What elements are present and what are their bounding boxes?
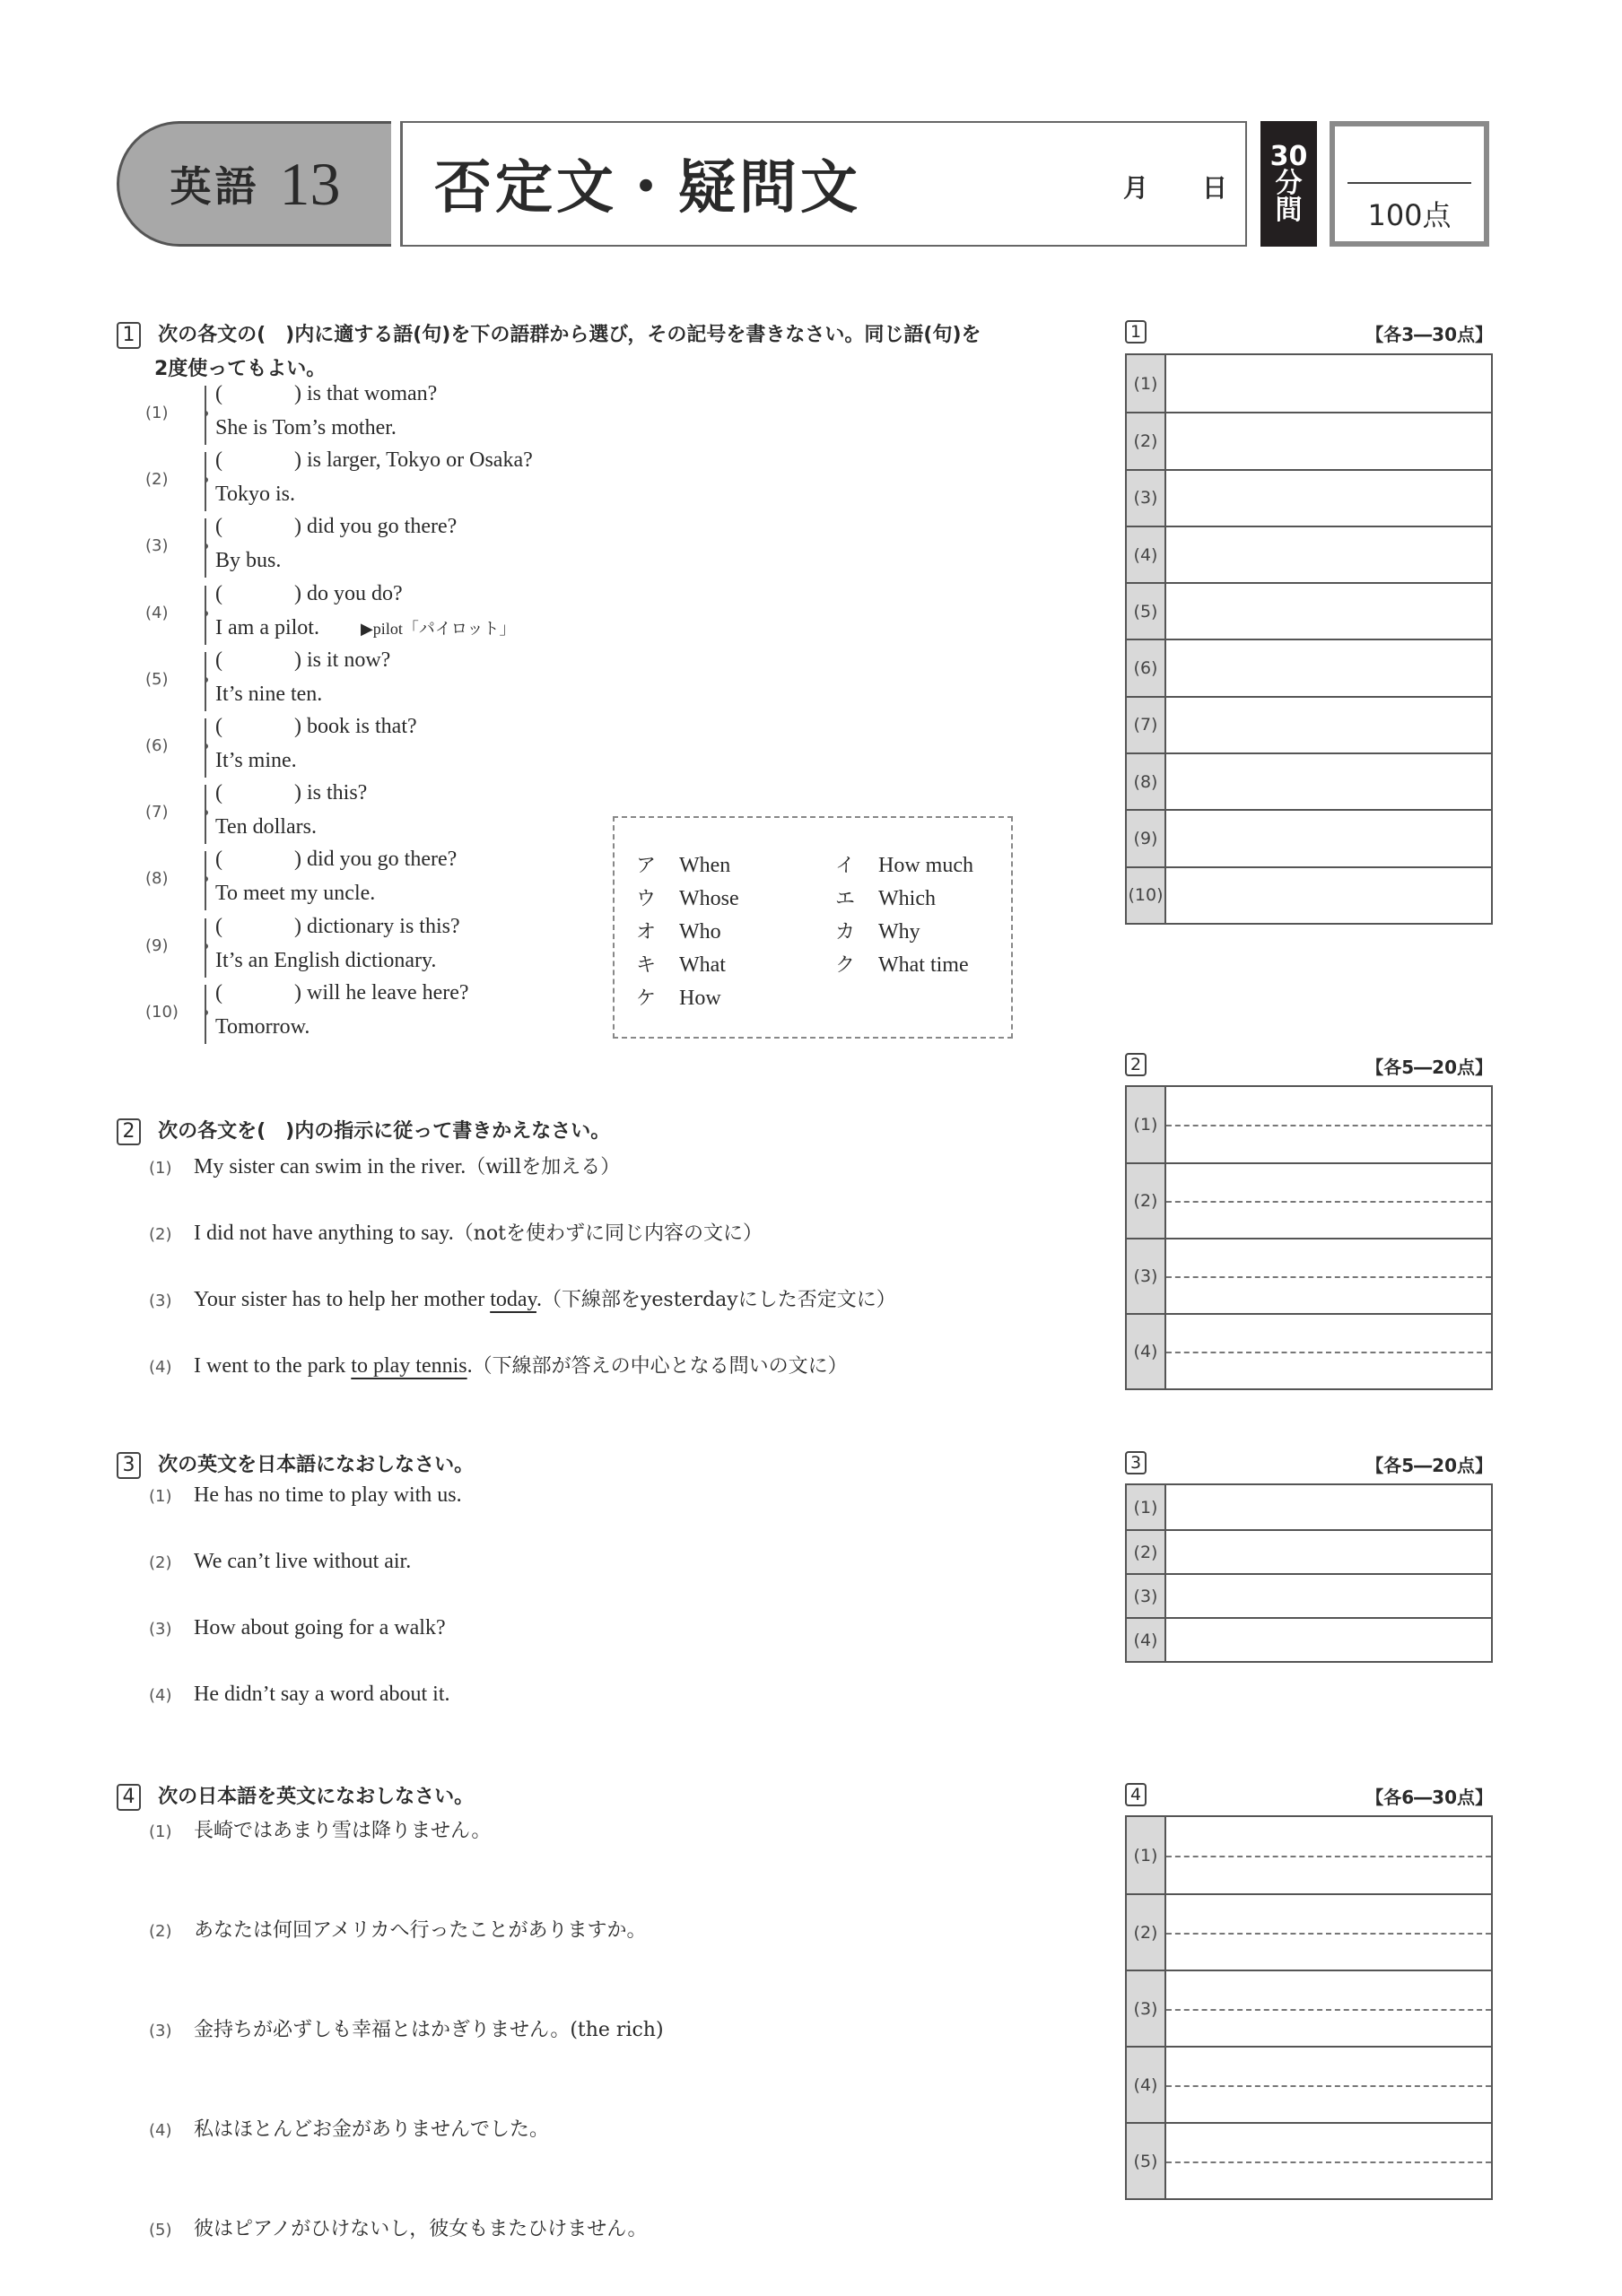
answer-row [1127, 1529, 1491, 1573]
subject-badge [117, 121, 391, 247]
answer-line [215, 949, 436, 973]
open-paren: ( [215, 715, 222, 738]
question-number: (7) [145, 803, 169, 822]
response-text: It’s mine. [215, 749, 297, 772]
question-line [215, 582, 403, 606]
question-number: (1) [149, 1487, 172, 1506]
answer-row [1127, 1087, 1491, 1162]
close-paren: ) [294, 382, 307, 405]
open-paren: ( [215, 781, 222, 805]
question-line [215, 981, 469, 1005]
choice-word: How much [878, 854, 973, 877]
question-text: My sister can swim in the river. [194, 1155, 467, 1178]
question-item [149, 1616, 446, 1640]
answer-row-label: (4) [1127, 1315, 1166, 1388]
time-limit-badge [1260, 121, 1317, 247]
answer-line [215, 616, 515, 640]
section4-instruction: 次の日本語を英文になおしなさい。 [158, 1786, 475, 1808]
question-item [149, 1683, 450, 1707]
answer-row-label: (2) [1127, 413, 1166, 468]
response-text: It’s an English dictionary. [215, 948, 437, 972]
answer-row-label: (3) [1127, 1239, 1166, 1313]
question-text: 私はほとんどお金がありませんでした。 [194, 2118, 550, 2141]
answer-sheet-header [1125, 1783, 1493, 1812]
answer-field[interactable] [1166, 584, 1491, 639]
section2-instruction: 次の各文を( )内の指示に従って書きかえなさい。 [158, 1120, 611, 1143]
answer-field[interactable] [1166, 355, 1491, 412]
close-paren: ) [294, 715, 307, 738]
answer-field[interactable] [1166, 698, 1491, 752]
answer-field[interactable] [1166, 1531, 1491, 1573]
brace-icon [205, 918, 214, 978]
question-text: 彼はピアノがひけないし，彼女もまたひけません。 [194, 2218, 648, 2240]
choice-key: ケ [636, 987, 657, 1010]
answer-section-number: 3 [1125, 1451, 1147, 1474]
question-number: (1) [149, 1159, 172, 1178]
choice-word: What time [878, 953, 969, 977]
answer-field[interactable] [1166, 1575, 1491, 1617]
time-limit-number: 30 [1269, 141, 1308, 172]
total-points: 100点 [1367, 198, 1452, 232]
answer-row [1127, 696, 1491, 752]
question-number: (2) [149, 1922, 172, 1941]
score-box[interactable] [1330, 121, 1489, 247]
question-item [149, 1815, 491, 1843]
answer-row [1127, 1485, 1491, 1529]
word-bank-item [636, 983, 721, 1011]
answer-section-number: 2 [1125, 1053, 1147, 1076]
answer-row-label: (7) [1127, 698, 1166, 752]
answer-row-label: (1) [1127, 355, 1166, 412]
question-text: did you go there? [307, 848, 458, 872]
month-label: 月 [1123, 173, 1149, 203]
question-text: is that woman? [307, 382, 438, 405]
answer-row-label: (2) [1127, 1895, 1166, 1970]
answer-row-label: (5) [1127, 2124, 1166, 2198]
question-item [135, 781, 601, 848]
question-line [215, 515, 457, 539]
answer-line [215, 815, 317, 839]
underlined-part: today [490, 1288, 536, 1311]
answer-line [215, 416, 397, 440]
response-text: Ten dollars. [215, 815, 317, 839]
answer-field[interactable] [1166, 1817, 1491, 1893]
answer-row [1127, 582, 1491, 639]
close-paren: ) [294, 848, 307, 872]
choice-word: What [679, 953, 726, 977]
answer-field[interactable] [1166, 527, 1491, 582]
answer-row [1127, 1573, 1491, 1617]
answer-row-label: (1) [1127, 1817, 1166, 1893]
question-text: is it now? [307, 648, 391, 672]
page-title: 否定文・疑問文 [434, 154, 861, 222]
choice-word: Whose [679, 887, 739, 910]
section2-heading [117, 1116, 610, 1145]
question-item [135, 715, 601, 781]
question-number: (6) [145, 736, 169, 755]
answer-line [215, 483, 295, 507]
answer-row-label: (10) [1127, 868, 1166, 923]
question-item [149, 1218, 763, 1246]
question-number: (3) [149, 1620, 172, 1639]
section2-number: 2 [117, 1118, 141, 1145]
question-text: did you go there? [307, 515, 458, 539]
brace-icon [205, 518, 214, 578]
question-text: He has no time to play with us. [194, 1483, 462, 1507]
question-text: I did not have anything to say. [194, 1222, 454, 1245]
choice-word: How [679, 987, 721, 1010]
answer-field[interactable] [1166, 1485, 1491, 1529]
answer-sheet-header [1125, 320, 1493, 349]
question-text: is this? [307, 781, 368, 805]
question-number: (3) [149, 1292, 172, 1310]
answer-sheet-header [1125, 1451, 1493, 1480]
section1-instruction: 次の各文の( )内に適する語(句)を下の語群から選び，その記号を書きなさい。同じ語(句)を [158, 324, 981, 346]
answer-table [1125, 1483, 1493, 1663]
close-paren: ) [294, 781, 307, 805]
instruction-hint: （下線部をyesterdayにした否定文に） [541, 1289, 896, 1311]
answer-field[interactable] [1166, 1087, 1491, 1162]
answer-sheet-header [1125, 1053, 1493, 1082]
question-item [149, 1351, 848, 1378]
brace-icon [205, 386, 214, 445]
instruction-hint: （willを加える） [466, 1156, 621, 1178]
answer-row-label: (3) [1127, 1971, 1166, 2046]
answer-row [1127, 2046, 1491, 2122]
word-bank-item [636, 883, 739, 911]
points-label: 【各6―30点】 [1365, 1787, 1493, 1808]
question-item [149, 1284, 896, 1312]
response-text: She is Tom’s mother. [215, 416, 397, 439]
underlined-part: to play tennis [351, 1354, 467, 1378]
answer-line [215, 749, 297, 773]
question-number: (1) [145, 404, 169, 422]
word-bank-item [636, 950, 726, 978]
answer-row [1127, 1817, 1491, 1893]
response-text: I am a pilot. [215, 615, 319, 639]
answer-row [1127, 1162, 1491, 1238]
choice-word: Which [878, 887, 936, 910]
question-number: (5) [145, 669, 169, 689]
answer-section-number: 4 [1125, 1783, 1147, 1806]
answer-row [1127, 1893, 1491, 1970]
question-number: (3) [145, 536, 169, 556]
section3-heading [117, 1449, 474, 1479]
choice-word: When [679, 854, 731, 877]
answer-row-label: (6) [1127, 640, 1166, 695]
question-text-end: . [467, 1354, 473, 1378]
answer-line [215, 882, 375, 906]
answer-field[interactable] [1166, 1315, 1491, 1388]
question-line [215, 715, 417, 739]
day-label: 日 [1202, 173, 1228, 203]
answer-row [1127, 809, 1491, 865]
brace-icon [205, 718, 214, 778]
response-text: To meet my uncle. [215, 882, 376, 906]
brace-icon [205, 452, 214, 511]
section1-number: 1 [117, 322, 141, 349]
word-bank-item [636, 850, 730, 878]
question-line [215, 848, 457, 872]
choice-key: キ [636, 954, 657, 977]
answer-field[interactable] [1166, 413, 1491, 468]
question-text: will he leave here? [307, 980, 469, 1004]
choice-key: ア [636, 855, 657, 877]
question-text: I went to the park [194, 1354, 352, 1378]
question-text: book is that? [307, 715, 417, 738]
close-paren: ) [294, 980, 307, 1004]
question-text: Your sister has to help her mother [194, 1288, 491, 1311]
question-number: (4) [145, 603, 169, 622]
question-line [215, 382, 437, 406]
answer-field[interactable] [1166, 471, 1491, 526]
question-text: dictionary is this? [307, 914, 460, 938]
points-label: 【各3―30点】 [1365, 324, 1493, 345]
question-text: do you do? [307, 581, 403, 605]
answer-row [1127, 412, 1491, 468]
brace-icon [205, 785, 214, 844]
answer-row-label: (1) [1127, 1485, 1166, 1529]
open-paren: ( [215, 581, 222, 605]
question-item [149, 2213, 648, 2241]
answer-row-label: (4) [1127, 527, 1166, 582]
choice-key: イ [835, 855, 856, 877]
response-text: It’s nine ten. [215, 682, 323, 706]
question-item [149, 1550, 411, 1574]
brace-icon [205, 985, 214, 1044]
time-limit-unit-2: 間 [1275, 195, 1303, 226]
answer-row [1127, 2122, 1491, 2198]
question-text: あなたは何回アメリカへ行ったことがありますか。 [194, 1919, 647, 1942]
answer-field[interactable] [1166, 811, 1491, 865]
answer-row [1127, 1617, 1491, 1661]
answer-field[interactable] [1166, 1895, 1491, 1970]
response-text: Tomorrow. [215, 1014, 310, 1039]
answer-field[interactable] [1166, 2048, 1491, 2122]
section3-number: 3 [117, 1452, 141, 1479]
time-limit-unit-1: 分 [1275, 168, 1303, 199]
answer-row [1127, 1238, 1491, 1313]
brace-icon [205, 851, 214, 910]
open-paren: ( [215, 382, 222, 405]
brace-icon [205, 652, 214, 711]
choice-key: カ [835, 921, 856, 944]
answer-row-label: (5) [1127, 584, 1166, 639]
choice-key: オ [636, 921, 657, 944]
question-text: He didn’t say a word about it. [194, 1683, 450, 1706]
question-item [135, 515, 601, 581]
question-item [135, 582, 601, 648]
answer-line [215, 683, 322, 707]
answer-row [1127, 355, 1491, 412]
question-item [149, 2014, 664, 2042]
section1-heading [117, 319, 981, 349]
choice-key: ウ [636, 888, 657, 910]
word-bank-item [636, 917, 721, 944]
question-item [149, 1915, 646, 1943]
question-number: (2) [149, 1225, 172, 1244]
question-item [149, 1483, 462, 1508]
close-paren: ) [294, 448, 307, 473]
question-text: How about going for a walk? [194, 1616, 446, 1639]
answer-field[interactable] [1166, 754, 1491, 809]
answer-table [1125, 1085, 1493, 1390]
question-number: (9) [145, 935, 169, 955]
question-item [149, 2114, 549, 2142]
question-item [149, 1152, 620, 1179]
question-line [215, 781, 367, 805]
close-paren: ) [294, 914, 307, 938]
unit-number: 13 [279, 149, 341, 218]
answer-table [1125, 1815, 1493, 2200]
question-number: (8) [145, 869, 169, 889]
answer-line [215, 549, 281, 573]
points-label: 【各5―20点】 [1365, 1057, 1493, 1078]
word-bank-item [835, 917, 920, 944]
answer-row-label: (2) [1127, 1531, 1166, 1573]
question-item [135, 382, 601, 448]
section3-instruction: 次の英文を日本語になおしなさい。 [158, 1454, 475, 1476]
open-paren: ( [215, 648, 222, 672]
answer-row [1127, 1313, 1491, 1388]
question-text: 金持ちが必ずしも幸福とはかぎりません。(the rich) [194, 2019, 664, 2041]
question-item [135, 448, 601, 515]
answer-row-label: (3) [1127, 1575, 1166, 1617]
vocab-note: ▶pilot「パイロット」 [360, 619, 516, 638]
question-item [135, 981, 601, 1048]
question-item [135, 648, 601, 715]
response-text: Tokyo is. [215, 483, 295, 507]
question-number: (2) [149, 1553, 172, 1572]
answer-row [1127, 469, 1491, 526]
answer-row [1127, 1970, 1491, 2046]
question-number: (2) [145, 470, 169, 490]
question-text: is larger, Tokyo or Osaka? [307, 448, 533, 473]
choice-word: Who [679, 920, 721, 944]
question-number: (4) [149, 1358, 172, 1377]
answer-row [1127, 639, 1491, 695]
question-text-end: . [536, 1288, 542, 1311]
question-number: (1) [149, 1822, 172, 1841]
question-line [215, 448, 533, 473]
open-paren: ( [215, 448, 222, 473]
question-line [215, 648, 390, 673]
question-number: (3) [149, 2022, 172, 2040]
question-text: 長崎ではあまり雪は降りません。 [194, 1820, 492, 1842]
word-bank-item [835, 883, 936, 911]
answer-row-label: (4) [1127, 2048, 1166, 2122]
answer-row-label: (4) [1127, 1619, 1166, 1661]
question-item [135, 915, 601, 981]
answer-field[interactable] [1166, 1164, 1491, 1238]
question-number: (10) [145, 1002, 179, 1022]
answer-field[interactable] [1166, 1971, 1491, 2046]
section1-instruction-cont: 2度使ってもよい。 [154, 358, 327, 380]
question-number: (4) [149, 2121, 172, 2140]
open-paren: ( [215, 515, 222, 539]
answer-row-label: (1) [1127, 1087, 1166, 1162]
close-paren: ) [294, 515, 307, 539]
answer-row [1127, 866, 1491, 923]
answer-row-label: (8) [1127, 754, 1166, 809]
brace-icon [205, 586, 214, 645]
answer-field[interactable] [1166, 1239, 1491, 1313]
close-paren: ) [294, 581, 307, 605]
answer-row-label: (3) [1127, 471, 1166, 526]
answer-section-number: 1 [1125, 320, 1147, 344]
choice-key: エ [835, 888, 856, 910]
answer-row [1127, 752, 1491, 809]
response-text: By bus. [215, 549, 282, 573]
answer-row [1127, 526, 1491, 582]
question-text: We can’t live without air. [194, 1550, 412, 1573]
word-bank [613, 816, 1013, 1039]
points-label: 【各5―20点】 [1365, 1455, 1493, 1476]
question-number: (4) [149, 1686, 172, 1705]
close-paren: ) [294, 648, 307, 672]
answer-field[interactable] [1166, 1619, 1491, 1661]
open-paren: ( [215, 980, 222, 1004]
answer-row-label: (2) [1127, 1164, 1166, 1238]
answer-field[interactable] [1166, 640, 1491, 695]
open-paren: ( [215, 848, 222, 872]
instruction-hint: （下線部が答えの中心となる問いの文に） [472, 1355, 848, 1378]
choice-word: Why [878, 920, 920, 944]
question-number: (5) [149, 2221, 172, 2239]
score-divider [1347, 182, 1471, 184]
open-paren: ( [215, 914, 222, 938]
choice-key: ク [835, 954, 856, 977]
answer-line [215, 1015, 310, 1039]
answer-row-label: (9) [1127, 811, 1166, 865]
section4-heading [117, 1781, 474, 1811]
word-bank-item [835, 950, 969, 978]
question-item [135, 848, 601, 914]
answer-field[interactable] [1166, 868, 1491, 923]
instruction-hint: （notを使わずに同じ内容の文に） [453, 1222, 763, 1245]
question-line [215, 915, 460, 939]
word-bank-item [835, 850, 973, 878]
answer-table [1125, 353, 1493, 925]
answer-field[interactable] [1166, 2124, 1491, 2198]
subject-label: 英語 [170, 162, 260, 211]
section4-number: 4 [117, 1784, 141, 1811]
